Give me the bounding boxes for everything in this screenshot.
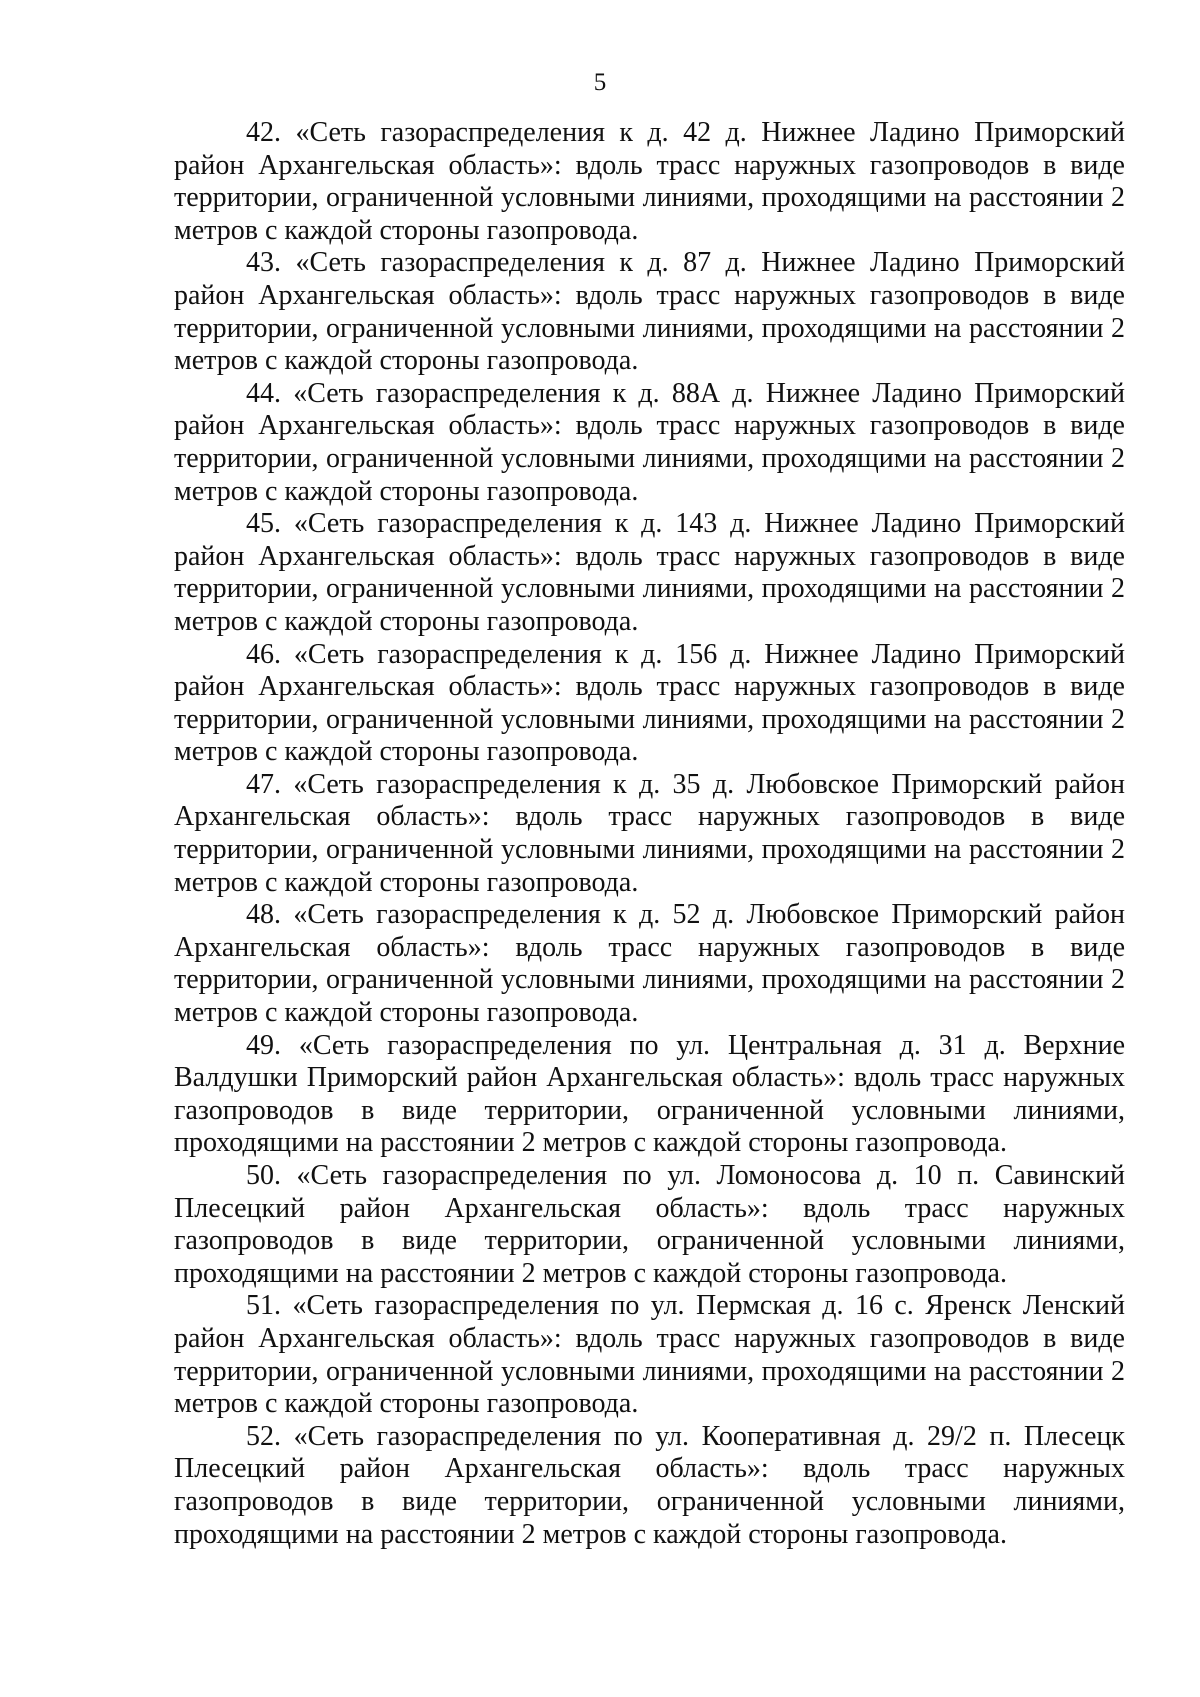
item-number: 45.	[246, 508, 281, 540]
page-number: 5	[593, 69, 607, 96]
item-number: 44.	[246, 377, 281, 409]
list-item	[174, 378, 1125, 508]
item-text: «Сеть газораспределения к д. 143 д. Нижнее Ладино Приморский район Архангельская область»: вдоль трасс наружных газопроводов в виде территории, ограниченной условными линиями, проходящими на расстоянии 2 метров с каждой стороны газопровода.	[174, 508, 1125, 637]
item-number: 48.	[246, 899, 281, 931]
list-item	[174, 1160, 1125, 1290]
item-text: «Сеть газораспределения к д. 156 д. Нижнее Ладино Приморский район Архангельская область»: вдоль трасс наружных газопроводов в виде территории, ограниченной условными линиями, проходящими на расстоянии 2 метров с каждой стороны газопровода.	[174, 638, 1125, 768]
document-body	[174, 117, 1125, 1551]
list-item	[174, 247, 1125, 377]
item-text: «Сеть газораспределения по ул. Кооперативная д. 29/2 п. Плесецк Плесецкий район Архангельская область»: вдоль трасс наружных газопроводов в виде территории, ограниченной условными линиями, проходящими на расстоянии 2 метров с каждой стороны газопровода.	[174, 1420, 1126, 1550]
item-number: 43.	[246, 247, 281, 279]
item-text: «Сеть газораспределения по ул. Центральная д. 31 д. Верхние Валдушки Приморский район Архангельская область»: вдоль трасс наружных газопроводов в виде территории, ограниченной условными линиями, проходящими на расстоянии 2 метров с каждой стороны газопровода.	[174, 1029, 1126, 1159]
item-text: «Сеть газораспределения к д. 42 д. Нижнее Ладино Приморский район Архангельская область»: вдоль трасс наружных газопроводов в виде территории, ограниченной условными линиями, проходящими на расстоянии 2 метров с каждой стороны газопровода.	[174, 117, 1126, 246]
item-number: 52.	[246, 1420, 281, 1452]
item-number: 46.	[246, 638, 281, 670]
list-item	[174, 1421, 1125, 1551]
item-number: 49.	[246, 1029, 281, 1061]
list-item	[174, 899, 1125, 1029]
list-item	[174, 1290, 1125, 1420]
list-item	[174, 117, 1125, 247]
item-number: 51.	[246, 1290, 281, 1322]
item-number: 50.	[246, 1160, 281, 1191]
item-text: «Сеть газораспределения к д. 35 д. Любовское Приморский район Архангельская область»: вдоль трасс наружных газопроводов в виде территории, ограниченной условными линиями, проходящими на расстоянии 2 метров с каждой стороны газопровода.	[174, 768, 1125, 898]
item-number: 42.	[246, 117, 281, 148]
item-number: 47.	[246, 768, 281, 800]
list-item	[174, 769, 1125, 899]
list-item	[174, 1030, 1125, 1160]
item-text: «Сеть газораспределения по ул. Ломоносова д. 10 п. Савинский Плесецкий район Архангельская область»: вдоль трасс наружных газопроводов в виде территории, ограниченной условными линиями, проходящими на расстоянии 2 метров с каждой стороны газопровода.	[174, 1160, 1126, 1289]
list-item	[174, 508, 1125, 638]
list-item	[174, 639, 1125, 769]
item-text: «Сеть газораспределения по ул. Пермская д. 16 с. Яренск Ленский район Архангельская область»: вдоль трасс наружных газопроводов в виде территории, ограниченной условными линиями, проходящими на расстоянии 2 метров с каждой стороны газопровода.	[174, 1290, 1126, 1420]
item-text: «Сеть газораспределения к д. 87 д. Нижнее Ладино Приморский район Архангельская область»: вдоль трасс наружных газопроводов в виде территории, ограниченной условными линиями, проходящими на расстоянии 2 метров с каждой стороны газопровода.	[174, 247, 1126, 377]
item-text: «Сеть газораспределения к д. 88А д. Нижнее Ладино Приморский район Архангельская область»: вдоль трасс наружных газопроводов в виде территории, ограниченной условными линиями, проходящими на расстоянии 2 метров с каждой стороны газопровода.	[174, 377, 1126, 507]
item-text: «Сеть газораспределения к д. 52 д. Любовское Приморский район Архангельская область»: вдоль трасс наружных газопроводов в виде территории, ограниченной условными линиями, проходящими на расстоянии 2 метров с каждой стороны газопровода.	[174, 899, 1125, 1029]
